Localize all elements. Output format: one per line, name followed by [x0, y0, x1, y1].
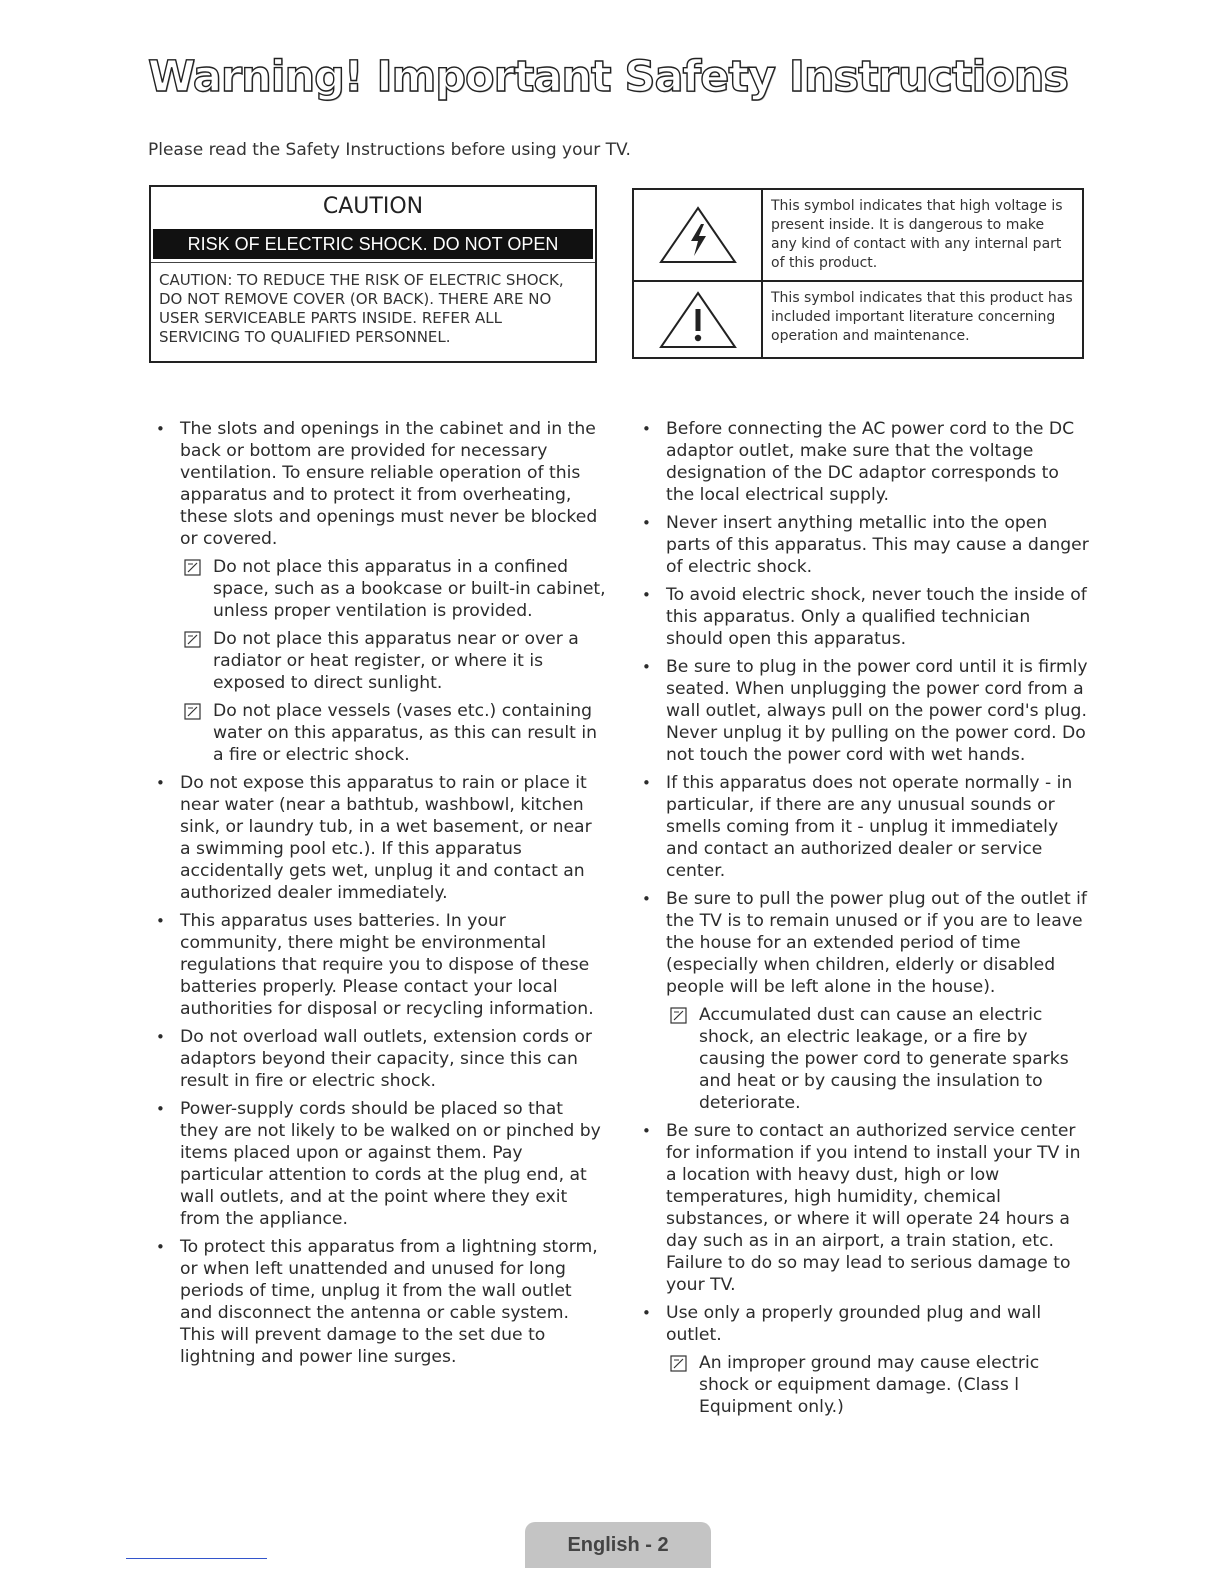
caution-text: CAUTION: TO REDUCE THE RISK OF ELECTRIC SHOCK, DO NOT REMOVE COVER (OR BACK). THERE ARE NO USER SERVICEABLE PARTS INSIDE. REFER ALL SERVICING TO QUALIFIED PERSONNEL.: [151, 262, 595, 347]
right-column: [634, 418, 1092, 1424]
list-item: • Before connecting the AC power cord to the DC adaptor outlet, make sure that the voltage designation of the DC adaptor corresponds to the local electrical supply.: [634, 418, 1092, 506]
note-text: Do not place this apparatus in a confined space, such as a bookcase or built-in cabinet, unless proper ventilation is provided.: [213, 557, 606, 621]
symbol-text-high-voltage: This symbol indicates that high voltage is present inside. It is dangerous to make any kind of contact with any internal part of this product.: [771, 198, 1063, 271]
note-icon: [184, 703, 201, 720]
list-item: • This apparatus uses batteries. In your community, there might be environmental regulations that require you to dispose of these batteries properly. Please contact your local authorities for disposal or recycling information.: [148, 910, 606, 1020]
footer-divider: [126, 1558, 267, 1559]
page-number: English - 2: [567, 1534, 669, 1556]
caution-title: CAUTION: [322, 194, 424, 219]
list-item: [634, 888, 1092, 1114]
note-item: [180, 628, 606, 694]
note-icon: [670, 1355, 687, 1372]
list-item-text: • Be sure to pull the power plug out of the outlet if the TV is to remain unused or if you are to leave the house for an extended period of time (especially when children, elderly or disabled people will be left alone in the house).: [666, 889, 1087, 997]
list-item: • If this apparatus does not operate normally - in particular, if there are any unusual sounds or smells coming from it - unplug it immediately and contact an authorized dealer or service center.: [634, 772, 1092, 882]
list-item: • To protect this apparatus from a lightning storm, or when left unattended and unused for long periods of time, unplug it from the wall outlet and disconnect the antenna or cable system. This will prevent damage to the set due to lightning and power line surges.: [148, 1236, 606, 1368]
note-text: Do not place this apparatus near or over a radiator or heat register, or where it is exposed to direct sunlight.: [213, 629, 579, 693]
note-item: [666, 1004, 1092, 1114]
note-text: Do not place vessels (vases etc.) containing water on this apparatus, as this can result in a fire or electric shock.: [213, 701, 597, 765]
list-item: • Power-supply cords should be placed so that they are not likely to be walked on or pinched by items placed upon or against them. Pay particular attention to cords at the plug end, at wall outlets, and at the point where they exit from the appliance.: [148, 1098, 606, 1230]
note-icon: [184, 559, 201, 576]
note-item: [180, 700, 606, 766]
list-item: • Be sure to plug in the power cord until it is firmly seated. When unplugging the power cord from a wall outlet, always pull on the power cord's plug. Never unplug it by pulling on the power cord. Do not touch the power cord with wet hands.: [634, 656, 1092, 766]
page-title: Warning! Important Safety Instructions: [148, 52, 1069, 102]
symbol-text-exclamation: This symbol indicates that this product has included important literature concerning operation and maintenance.: [771, 290, 1073, 344]
left-bullet-list: [148, 418, 606, 1368]
caution-box: [149, 185, 597, 363]
high-voltage-warning-icon: [634, 190, 763, 280]
symbol-table: [632, 188, 1084, 359]
note-text: Accumulated dust can cause an electric shock, an electric leakage, or a fire by causing the power cord to generate sparks and heat or by causing the insulation to deteriorate.: [699, 1005, 1069, 1113]
symbol-row-exclamation: [634, 280, 1082, 357]
note-icon: [184, 631, 201, 648]
list-item: • Do not overload wall outlets, extension cords or adaptors beyond their capacity, since this can result in fire or electric shock.: [148, 1026, 606, 1092]
note-icon: [670, 1007, 687, 1024]
symbol-row-high-voltage: [634, 190, 1082, 280]
caution-bar: RISK OF ELECTRIC SHOCK. DO NOT OPEN: [153, 229, 593, 259]
list-item: • To avoid electric shock, never touch the inside of this apparatus. Only a qualified technician should open this apparatus.: [634, 584, 1092, 650]
intro-text: Please read the Safety Instructions before using your TV.: [148, 140, 631, 160]
left-column: [148, 418, 606, 1374]
note-item: [666, 1352, 1092, 1418]
note-item: [180, 556, 606, 622]
note-text: An improper ground may cause electric shock or equipment damage. (Class l Equipment only.): [699, 1353, 1040, 1417]
list-item: [148, 418, 606, 766]
list-item-text: • Use only a properly grounded plug and wall outlet.: [666, 1303, 1042, 1345]
list-item: [634, 1302, 1092, 1418]
list-item: • Do not expose this apparatus to rain or place it near water (near a bathtub, washbowl, kitchen sink, or laundry tub, in a wet basement, or near a swimming pool etc.). If this apparatus accidentally gets wet, unplug it and contact an authorized dealer immediately.: [148, 772, 606, 904]
list-item: • Never insert anything metallic into the open parts of this apparatus. This may cause a danger of electric shock.: [634, 512, 1092, 578]
right-bullet-list: [634, 418, 1092, 1418]
exclamation-warning-icon: [634, 282, 763, 357]
list-item-text: • The slots and openings in the cabinet and in the back or bottom are provided for necessary ventilation. To ensure reliable operation of this apparatus and to protect it from overheating, these slots and openings must never be blocked or covered.: [180, 419, 598, 549]
page-number-tab: [525, 1522, 711, 1568]
list-item: • Be sure to contact an authorized service center for information if you intend to install your TV in a location with heavy dust, high or low temperatures, high humidity, chemical substances, or where it will operate 24 hours a day such as in an airport, a train station, etc. Failure to do so may lead to serious damage to your TV.: [634, 1120, 1092, 1296]
